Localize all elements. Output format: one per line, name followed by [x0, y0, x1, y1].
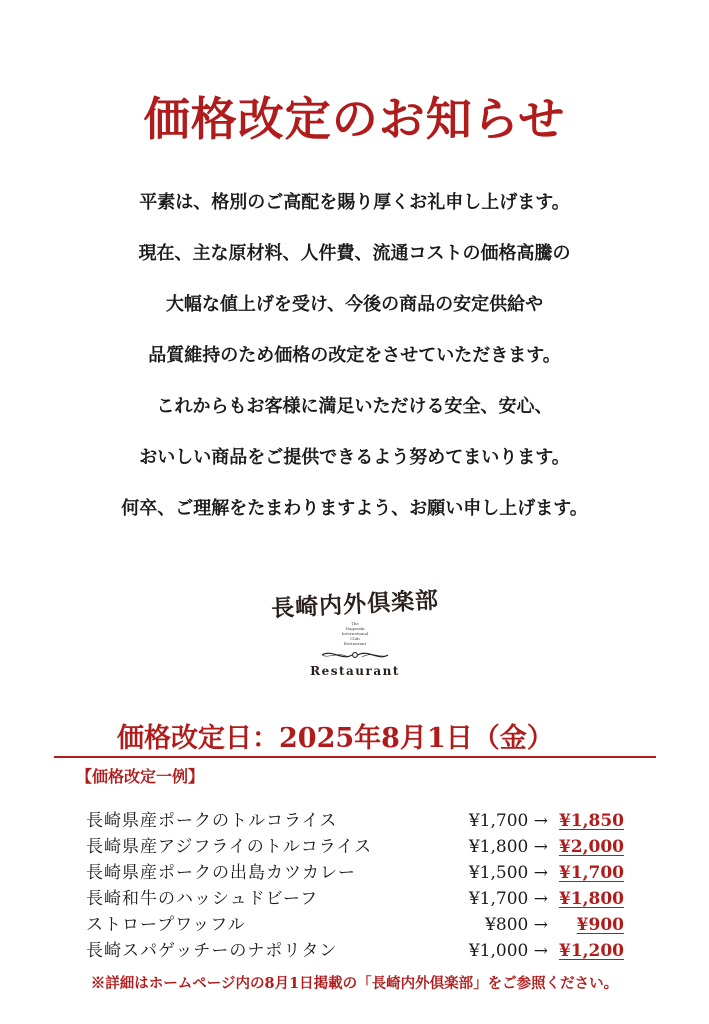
old-price: ¥1,700 → [468, 889, 548, 909]
new-price: ¥1,200 [558, 941, 624, 961]
logo-tiny-line: Nagasaki [345, 626, 365, 631]
divider-line [54, 756, 656, 758]
price-row [86, 860, 646, 886]
message-line: これからもお客様に満足いただける安全、安心、 [156, 396, 553, 417]
page-title: 価格改定のお知らせ [143, 91, 566, 146]
item-name: 長崎県産ポークの出島カツカレー [86, 863, 356, 883]
message-line: 現在、主な原材料、人件費、流通コストの価格高騰の [138, 243, 571, 264]
ornament-flourish-icon [318, 648, 392, 662]
item-name: 長崎スパゲッチーのナポリタン [86, 941, 338, 961]
logo-tiny-line: Club [350, 636, 360, 641]
revision-date-heading: 価格改定日：2025年8月1日（金） [117, 723, 554, 754]
price-row [86, 834, 646, 860]
item-name: 長崎県産ポークのトルコライス [86, 811, 338, 831]
logo-name: 長崎内外倶楽部 [270, 586, 440, 623]
message-line: おいしい商品をご提供できるよう努めてまいります。 [139, 447, 570, 468]
restaurant-logo [262, 580, 448, 676]
old-price: ¥1,000 → [468, 941, 548, 961]
logo-tiny-text [262, 621, 448, 646]
section-label: 【価格改定一例】 [76, 767, 205, 786]
message-line: 何卒、ご理解をたまわりますよう、お願い申し上げます。 [121, 498, 588, 519]
logo-tiny-line: Restaurant [343, 641, 367, 646]
new-price: ¥2,000 [558, 837, 624, 857]
price-row [86, 808, 646, 834]
logo-subtitle: Restaurant [310, 664, 400, 678]
old-price: ¥1,800 → [468, 837, 548, 857]
new-price: ¥900 [576, 915, 624, 935]
item-name: 長崎県産アジフライのトルコライス [86, 837, 373, 857]
old-price: ¥800 → [485, 915, 548, 935]
price-row [86, 938, 646, 964]
announcement-message [0, 186, 709, 543]
new-price: ¥1,850 [558, 811, 624, 831]
old-price: ¥1,500 → [468, 863, 548, 883]
price-row [86, 886, 646, 912]
item-name: 長崎和牛のハッシュドビーフ [86, 889, 319, 909]
message-line: 品質維持のため価格の改定をさせていただきます。 [148, 345, 561, 366]
logo-tiny-line: International [341, 631, 369, 636]
price-row [86, 912, 646, 938]
price-list [86, 808, 646, 964]
item-name: ストロープワッフル [86, 915, 246, 935]
message-line: 平素は、格別のご高配を賜り厚くお礼申し上げます。 [139, 192, 570, 213]
old-price: ¥1,700 → [468, 811, 548, 831]
footnote: ※詳細はホームページ内の8月1日掲載の「長崎内外倶楽部」をご参照ください。 [90, 975, 619, 992]
new-price: ¥1,700 [558, 863, 624, 883]
logo-tiny-line: The [351, 621, 359, 626]
new-price: ¥1,800 [558, 889, 624, 909]
message-line: 大幅な値上げを受け、今後の商品の安定供給や [165, 294, 544, 315]
